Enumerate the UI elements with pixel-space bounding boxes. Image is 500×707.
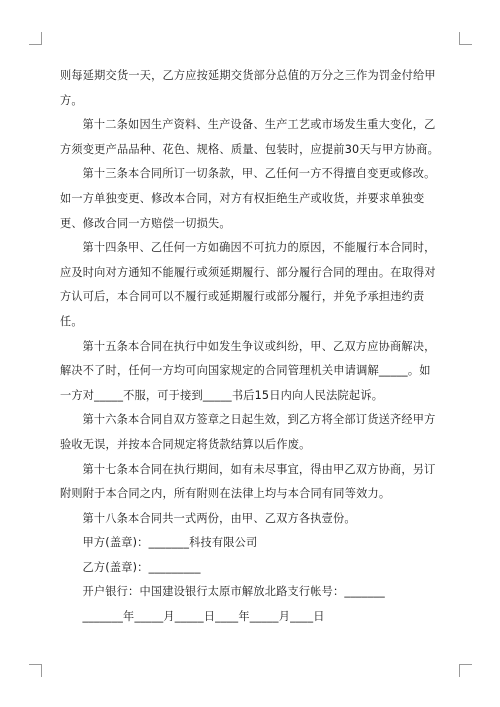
- bank-account-line: 开户银行：中国建设银行太原市解放北路支行帐号：_______: [82, 585, 385, 599]
- party-b-signature-line: 乙方(盖章)：_________: [82, 560, 201, 574]
- crop-mark-bottom-right: [459, 664, 472, 677]
- paragraph-penalty-continuation: 则每延期交货一天，乙方应按延期交货部分总值的万分之三作为罚金付给甲方。: [60, 69, 436, 107]
- crop-mark-top-left: [29, 32, 42, 45]
- paragraph-article-17: 第十七条本合同在执行期间，如有未尽事宜，得由甲乙双方协商，另订附则附于本合同之内，所有附则在法律上均与本合同有同等效力。: [60, 462, 436, 501]
- date-line: _______年_____月_____日____年_____月____日: [82, 610, 325, 624]
- paragraph-article-14: 第十四条甲、乙任何一方如确因不可抗力的原因，不能履行本合同时，应及时向对方通知不能履行或须延期履行、部分履行合同的理由。在取得对方认可后，本合同可以不履行或延期履行或部分履行，并免予承担违约责任。: [60, 241, 436, 328]
- paragraph-article-16: 第十六条本合同自双方签章之日起生效，到乙方将全部订货送齐经甲方验收无误，并按本合同规定将货款结算以后作废。: [60, 413, 436, 451]
- crop-mark-top-right: [459, 32, 472, 45]
- paragraph-article-12: 第十二条如因生产资料、生产设备、生产工艺或市场发生重大变化，乙方须变更产品品种、花色、规格、质量、包装时，应提前30天与甲方协商。: [60, 118, 440, 156]
- paragraph-article-15: 第十五条本合同在执行中如发生争议或纠纷，甲、乙双方应协商解决，解决不了时，任何一方均可向国家规定的合同管理机关申请调解_____。如一方对_____不服，可于接到_____书后15日内向人民法院起诉。: [60, 339, 436, 402]
- party-a-signature-line: 甲方(盖章)：_______科技有限公司: [82, 536, 258, 550]
- paragraph-article-18: 第十八条本合同共一式两份，由甲、乙双方各执壹份。: [82, 511, 356, 525]
- crop-mark-bottom-left: [29, 664, 42, 677]
- contract-body: [60, 64, 440, 630]
- paragraph-article-13: 第十三条本合同所订一切条款，甲、乙任何一方不得擅自变更或修改。如一方单独变更、修改本合同，对方有权拒绝生产或收货，并要求单独变更、修改合同一方赔偿一切损失。: [60, 167, 436, 230]
